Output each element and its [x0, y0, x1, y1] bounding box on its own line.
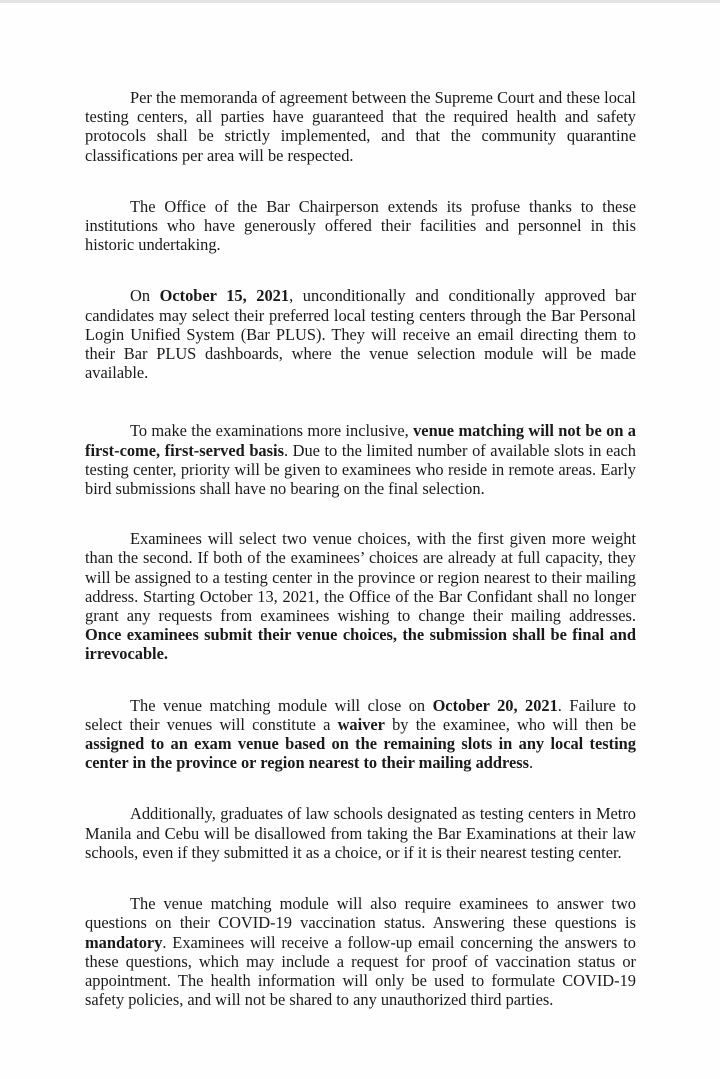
text-run: Additionally, graduates of law schools designated as testing centers in Metro Manila and Cebu will be disallowed from taking the Bar Examinations at their law schools, even if they submitted it as a choice, or if it is their nearest testing center. [85, 804, 636, 862]
paragraph-thanks [85, 197, 636, 255]
text-run: . Examinees will receive a follow-up email concerning the answers to these questions, which may include a request for proof of vaccination status or appointment. The health information will only be used to formulate COVID-19 safety policies, and will not be shared to any unauthorized third parties. [85, 932, 636, 1010]
text-run: by the examinee, who will then be [384, 714, 637, 734]
bold-text-run: Once examinees submit their venue choices, the submission shall be final and irrevocable. [85, 625, 636, 664]
text-run: The venue matching module will also require examinees to answer two questions on their COVID-19 vaccination status. Answering these questions is [85, 894, 636, 933]
paragraph-venue-selection-date [85, 286, 636, 382]
paragraph-health-protocols [85, 88, 636, 165]
bold-text-run: October 20, 2021 [432, 695, 558, 715]
bold-text-run: October 15, 2021 [159, 286, 290, 306]
text-run: The venue matching module will close on [130, 695, 433, 715]
paragraph-law-school-restriction [85, 804, 636, 862]
paragraph-venue-matching-policy [85, 421, 636, 498]
paragraph-module-closing [85, 696, 636, 773]
bold-text-run: venue matching will not be on a first-come, first-served basis [85, 421, 636, 460]
text-run: Per the memoranda of agreement between the Supreme Court and these local testing centers, all parties have guaranteed that the required health and safety protocols shall be strictly implemented, and that the community quarantine classifications per area will be respected. [85, 88, 636, 165]
text-run: , unconditionally and conditionally approved bar candidates may select their preferred local testing centers through the Bar Personal Login Unified System (Bar PLUS). They will receive an email directing them to their Bar PLUS dashboards, where the venue selection module will be made available. [85, 286, 636, 383]
text-run: On [130, 286, 160, 306]
paragraph-vaccination-questions [85, 894, 636, 1009]
text-run: . Failure to select their venues will constitute a [85, 695, 636, 734]
bold-text-run: mandatory [85, 932, 163, 952]
text-run: The Office of the Bar Chairperson extends its profuse thanks to these institutions who have generously offered their facilities and personnel in this historic undertaking. [85, 196, 636, 255]
text-run: . [529, 753, 534, 773]
bold-text-run: assigned to an exam venue based on the remaining slots in any local testing center in the province or region nearest to their mailing address [85, 734, 636, 773]
text-run: . Due to the limited number of available slots in each testing center, priority will be given to examinees who reside in remote areas. Early bird submissions shall have no bearing on the final selection. [85, 440, 636, 499]
text-run: Examinees will select two venue choices, with the first given more weight than the second. If both of the examinees’ choices are already at full capacity, they will be assigned to a testing center in the province or region nearest to their mailing address. Starting October 13, 2021, the Office of the Bar Confidant shall no longer grant any requests from examinees wishing to change their mailing addresses. [85, 529, 636, 626]
text-run: To make the examinations more inclusive, [130, 421, 414, 441]
top-edge-bar [0, 0, 720, 3]
paragraph-venue-choices [85, 529, 636, 663]
bold-text-run: waiver [337, 714, 385, 734]
document-page [85, 88, 636, 1009]
